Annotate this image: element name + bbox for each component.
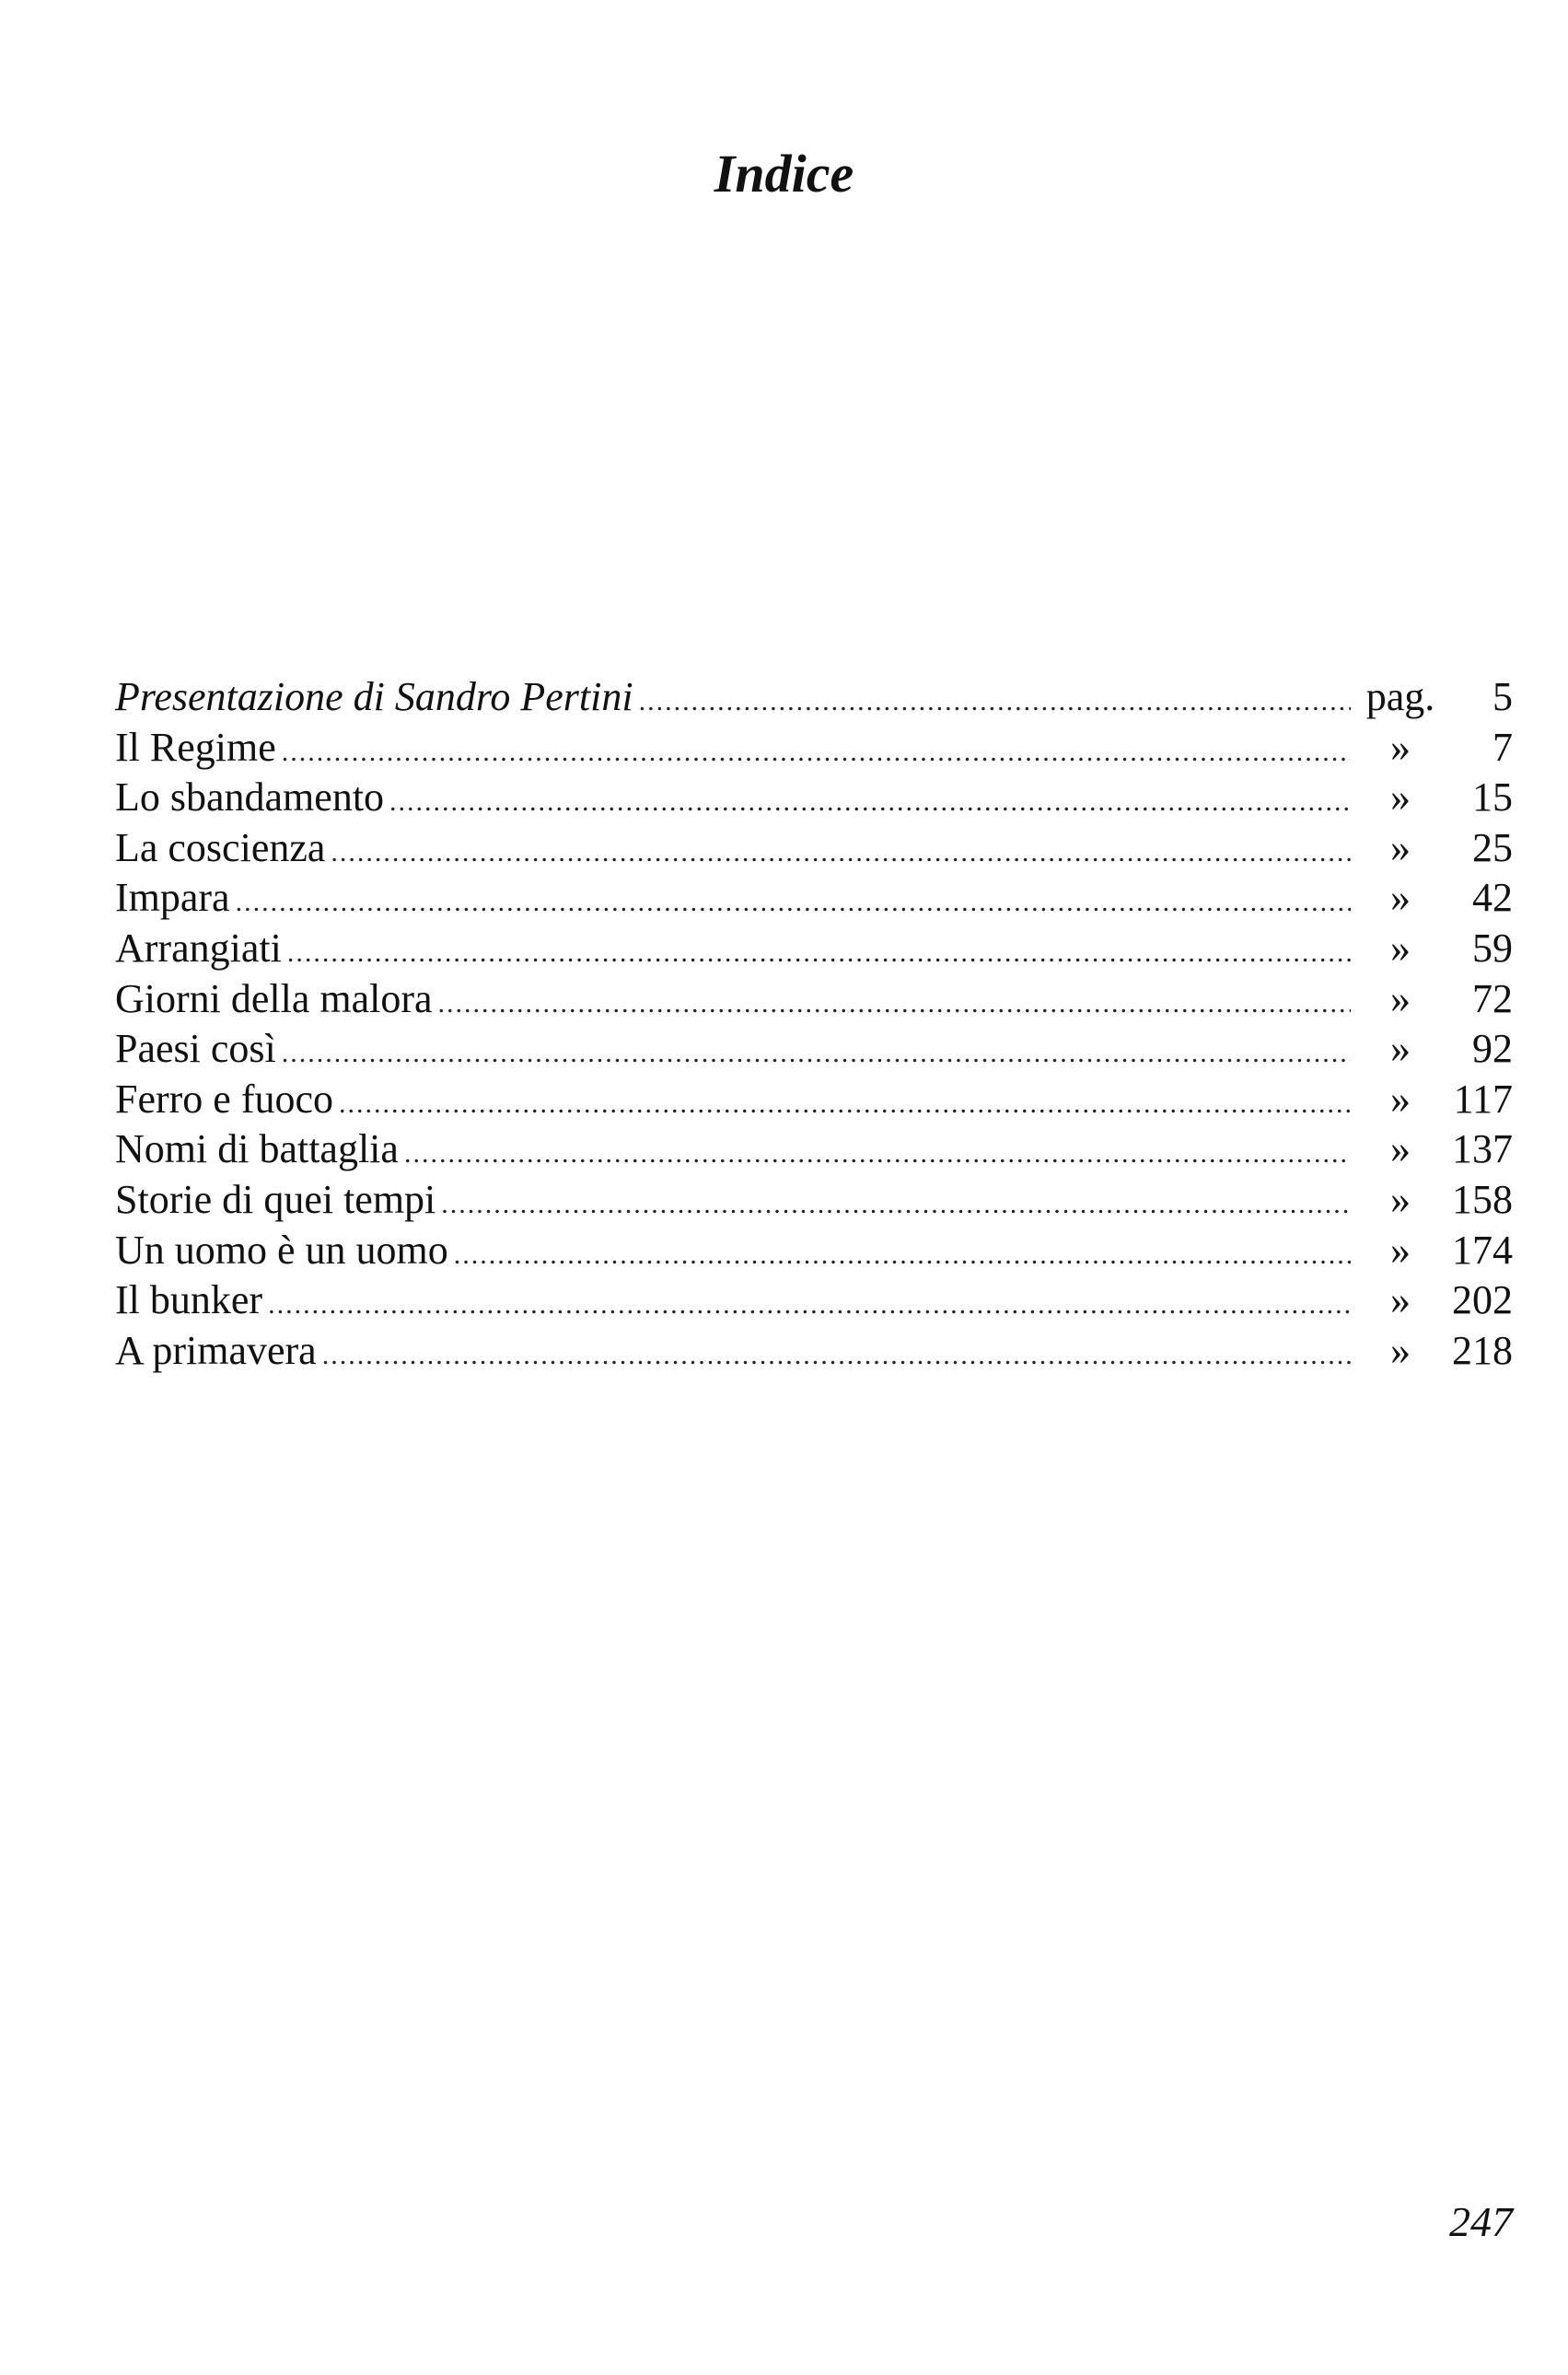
page-number: 247 bbox=[1449, 2198, 1513, 2245]
dot-leader bbox=[282, 728, 1351, 778]
toc-entry-page: 158 bbox=[1452, 1176, 1513, 1222]
dot-leader bbox=[282, 1029, 1351, 1079]
toc-entry bbox=[115, 773, 1513, 823]
toc-entry bbox=[115, 1124, 1513, 1175]
toc-entry bbox=[115, 672, 1513, 723]
dot-leader bbox=[404, 1129, 1351, 1180]
toc-entry-title: Storie di quei tempi bbox=[115, 1176, 436, 1222]
toc-entry bbox=[115, 1175, 1513, 1226]
toc-entry bbox=[115, 924, 1513, 974]
toc-entry bbox=[115, 1024, 1513, 1075]
toc-entry-page: 174 bbox=[1452, 1227, 1513, 1273]
toc-entry-page-prefix: » bbox=[1390, 724, 1411, 770]
toc-entry bbox=[115, 873, 1513, 924]
dot-leader bbox=[322, 1331, 1351, 1381]
toc-entry-title: Il Regime bbox=[115, 724, 276, 770]
toc-entry bbox=[115, 823, 1513, 874]
toc-entry-page-prefix: » bbox=[1390, 824, 1411, 870]
toc-entry-title: La coscienza bbox=[115, 824, 326, 870]
toc-entry-page: 5 bbox=[1493, 674, 1513, 719]
toc-entry-page: 72 bbox=[1472, 975, 1513, 1021]
toc-entry-page: 218 bbox=[1452, 1327, 1513, 1373]
dot-leader bbox=[331, 828, 1351, 879]
page-title: Indice bbox=[714, 143, 854, 204]
toc-entry-title: Nomi di battaglia bbox=[115, 1126, 399, 1172]
toc-entry bbox=[115, 1075, 1513, 1125]
toc-entry-title: Arrangiati bbox=[115, 925, 282, 971]
toc-entry-title: Paesi così bbox=[115, 1026, 276, 1072]
toc-entry-title: Il bunker bbox=[115, 1277, 263, 1323]
toc-entry-title: A primavera bbox=[115, 1327, 317, 1373]
toc-entry bbox=[115, 1275, 1513, 1326]
toc-entry-page-prefix: » bbox=[1390, 1227, 1411, 1273]
toc-entry bbox=[115, 974, 1513, 1025]
toc-entry-page-prefix: » bbox=[1390, 875, 1411, 921]
toc-entry-title: Presentazione di Sandro Pertini bbox=[115, 674, 633, 719]
toc-entry-page-prefix: » bbox=[1390, 1076, 1411, 1122]
toc-entry-page-prefix: » bbox=[1390, 1126, 1411, 1172]
toc-entry-page: 92 bbox=[1472, 1026, 1513, 1072]
toc-entry-page: 7 bbox=[1493, 724, 1513, 770]
dot-leader bbox=[268, 1280, 1351, 1331]
toc-entry-page-prefix: » bbox=[1390, 1176, 1411, 1222]
dot-leader bbox=[287, 928, 1351, 979]
toc-entry-title: Lo sbandamento bbox=[115, 774, 385, 821]
dot-leader bbox=[389, 777, 1351, 828]
dot-leader bbox=[339, 1079, 1351, 1130]
toc-entry-page-prefix: » bbox=[1390, 774, 1411, 821]
toc-entry-page-prefix: » bbox=[1390, 1277, 1411, 1323]
toc-entry-title: Un uomo è un uomo bbox=[115, 1227, 448, 1273]
dot-leader bbox=[441, 1180, 1351, 1230]
toc-entry-title: Ferro e fuoco bbox=[115, 1076, 334, 1122]
toc-entry-page-prefix: » bbox=[1390, 1026, 1411, 1072]
toc-entry-page-prefix: » bbox=[1390, 1327, 1411, 1373]
dot-leader bbox=[639, 677, 1351, 728]
toc-entry-page-prefix: » bbox=[1390, 925, 1411, 971]
toc-entry-page: 42 bbox=[1472, 875, 1513, 921]
toc-entry-page: 202 bbox=[1452, 1277, 1513, 1323]
toc-entry bbox=[115, 1326, 1513, 1377]
toc-entry bbox=[115, 723, 1513, 774]
dot-leader bbox=[454, 1230, 1351, 1281]
toc-entry-page: 15 bbox=[1472, 774, 1513, 821]
table-of-contents bbox=[115, 672, 1513, 1376]
toc-entry bbox=[115, 1226, 1513, 1276]
toc-entry-page-prefix: pag. bbox=[1365, 674, 1435, 719]
toc-entry-page-prefix: » bbox=[1390, 975, 1411, 1021]
toc-entry-title: Impara bbox=[115, 875, 230, 921]
toc-entry-title: Giorni della malora bbox=[115, 975, 433, 1021]
toc-entry-page: 59 bbox=[1472, 925, 1513, 971]
dot-leader bbox=[438, 979, 1351, 1030]
toc-entry-page: 137 bbox=[1452, 1126, 1513, 1172]
toc-entry-page: 117 bbox=[1453, 1076, 1513, 1122]
dot-leader bbox=[236, 878, 1351, 928]
toc-entry-page: 25 bbox=[1472, 824, 1513, 870]
